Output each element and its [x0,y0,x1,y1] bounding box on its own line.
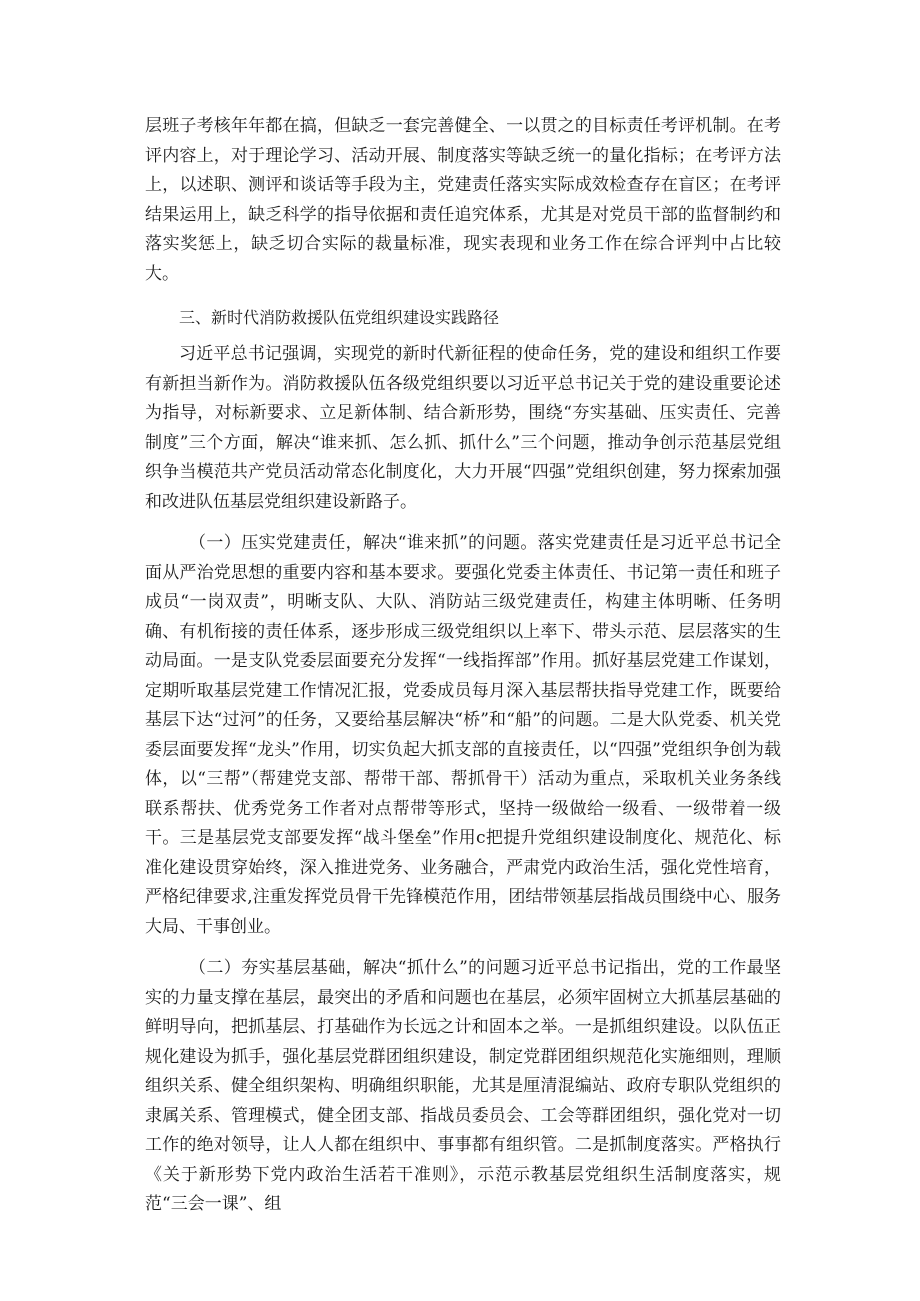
paragraph-xi-emphasis: 习近平总书记强调，实现党的新时代新征程的使命任务，党的建设和组织工作要有新担当新作为。消防救援队伍各级党组织要以习近平总书记关于党的建设重要论述为指导，对标新要求、立足新体制、结合新形势，围绕“夯实基础、压实责任、完善制度”三个方面，解决“谁来抓、怎么抓、抓什么”三个问题，推动争创示范基层党组织争当模范共产党员活动常态化制度化，大力开展“四强”党组织创建，努力探索加强和改进队伍基层党组织建设新路子。 [145,344,781,512]
section-heading-practice-path: 三、新时代消防救援队伍党组织建设实践路径 [179,308,500,327]
spacer [145,289,781,295]
spacer [145,517,781,529]
spacer [145,942,781,954]
document-body [145,112,781,1220]
paragraph-grassroots-foundation: （二）夯实基层基础，解决“抓什么”的问题习近平总书记指出，党的工作最坚实的力量支撑在基层，最突出的矛盾和问题也在基层，必须牢固树立大抓基层基础的鲜明导向，把抓基层、打基础作为长远之计和固本之举。一是抓组织建设。以队伍正规化建设为抓手，强化基层党群团组织建设，制定党群团组织规范化实施细则，理顺组织关系、健全组织架构、明确组织职能，尤其是厘清混编站、政府专职队党组织的隶属关系、管理模式，健全团支部、指战员委员会、工会等群团组织，强化党对一切工作的绝对领导，让人人都在组织中、事事都有组织管。二是抓制度落实。严格执行《关于新形势下党内政治生活若干准则》，示范示教基层党组织生活制度落实，规范“三会一课”、组 [145,958,781,1214]
paragraph-responsibility: （一）压实党建责任，解决“谁来抓”的问题。落实党建责任是习近平总书记全面从严治党思想的重要内容和基本要求。要强化党委主体责任、书记第一责任和班子成员“一岗双责”，明晰支队、大队、消防站三级党建责任，构建主体明晰、任务明确、有机衔接的责任体系，逐步形成三级党组织以上率下、带头示范、层层落实的生动局面。一是支队党委层面要充分发挥“一线指挥部”作用。抓好基层党建工作谋划，定期听取基层党建工作情况汇报，党委成员每月深入基层帮扶指导党建工作，既要给基层下达“过河”的任务，又要给基层解决“桥”和“船”的问题。二是大队党委、机关党委层面要发挥“龙头”作用，切实负起大抓支部的直接责任，以“四强”党组织争创为载体，以“三帮”（帮建党支部、帮带干部、帮抓骨干）活动为重点，采取机关业务条线联系帮扶、优秀党务工作者对点帮带等形式，坚持一级做给一级看、一级带着一级干。三是基层党支部要发挥“战斗堡垒”作用c把提升党组织建设制度化、规范化、标准化建设贯穿始终，深入推进党务、业务融合，严肃党内政治生活，强化党性培育，严格纪律要求,注重发挥党员骨干先锋模范作用，团结带领基层指战员围绕中心、服务大局、干事创业。 [145,533,781,937]
paragraph-assessment-issues: 层班子考核年年都在搞，但缺乏一套完善健全、一以贯之的目标责任考评机制。在考评内容上，对于理论学习、活动开展、制度落实等缺乏统一的量化指标；在考评方法上，以述职、测评和谈话等手段为主，党建责任落实实际成效检查存在盲区；在考评结果运用上，缺乏科学的指导依据和责任追究体系，尤其是对党员干部的监督制约和落实奖惩上，缺乏切合实际的裁量标准，现实表现和业务工作在综合评判中占比较大。 [145,116,781,284]
